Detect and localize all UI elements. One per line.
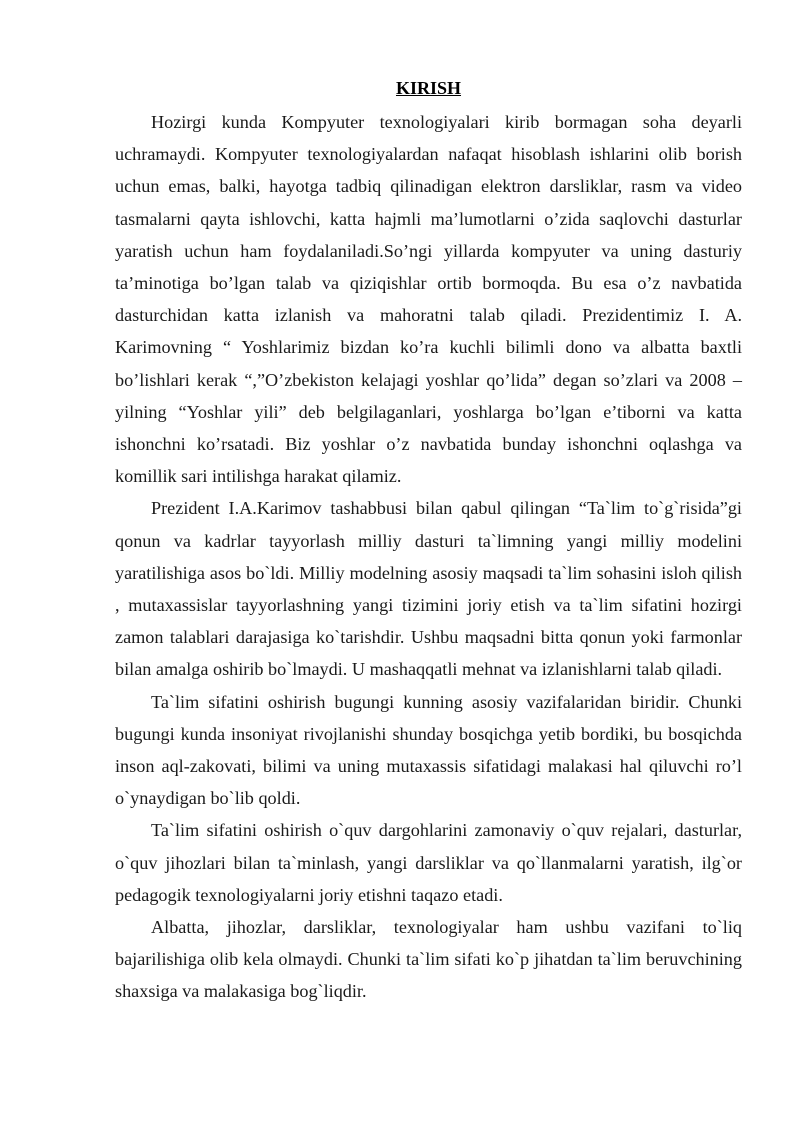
paragraph-4: Ta`lim sifatini oshirish o`quv dargohlarini zamonaviy o`quv rejalari, dasturlar, o`quv jihozlari bilan ta`minlash, yangi darsliklar va qo`llanmalarni yaratish, ilg`or pedagogik texnologiyalarni joriy etishni taqazo etadi. [115, 820, 742, 905]
paragraph-3: Ta`lim sifatini oshirish bugungi kunning asosiy vazifalaridan biridir. Chunki bugungi kunda insoniyat rivojlanishi shunday bosqichga yetib bordiki, bu bosqichda inson aql-zakovati, bilimi va uning mutaxassis sifatidagi malakasi hal qiluvchi ro’l o`ynaydigan bo`lib qoldi. [115, 691, 742, 809]
paragraph-5: Albatta, jihozlar, darsliklar, texnologiyalar ham ushbu vazifani to`liq bajarilishiga olib kela olmaydi. Chunki ta`lim sifati ko`p jihatdan ta`lim beruvchining shaxsiga va malakasiga bog`liqdir. [115, 917, 742, 1002]
page-title: KIRISH [395, 78, 462, 98]
paragraph-2: Prezident I.A.Karimov tashabbusi bilan qabul qilingan “Ta`lim to`g`risida”gi qonun va kadrlar tayyorlash milliy dasturi ta`limning yangi milliy modelini yaratilishiga asos bo`ldi. Milliy modelning asosiy maqsadi ta`lim sohasini isloh qilish , mutaxassislar tayyorlashning yangi tizimini joriy etish va ta`lim sifatini hozirgi zamon talablari darajasiga ko`tarishdir. Ushbu maqsadni bitta qonun yoki farmonlar bilan amalga oshirib bo`lmaydi. U mashaqqatli mehnat va izlanishlarni talab qiladi. [115, 498, 742, 680]
paragraph-1: Hozirgi kunda Kompyuter texnologiyalari kirib bormagan soha deyarli uchramaydi. Kompyuter texnologiyalardan nafaqat hisoblash ishlarini olib borish uchun emas, balki, hayotga tadbiq qilinadigan elektron darsliklar, rasm va video tasmalarni qayta ishlovchi, katta hajmli ma’lumotlarni o’zida saqlovchi dasturlar yaratish uchun ham foydalaniladi.So’ngi yillarda kompyuter va uning dasturiy ta’minotiga bo’lgan talab va qiziqishlar ortib bormoqda. Bu esa o’z navbatida dasturchidan katta izlanish va mahoratni talab qiladi. Prezidentimiz I. A. Karimovning “ Yoshlarimiz bizdan ko’ra kuchli bilimli dono va albatta baxtli bo’lishlari kerak “,”O’zbekiston kelajagi yoshlar qo’lida” degan so’zlari va 2008 – yilning “Yoshlar yili” deb belgilaganlari, yoshlarga bo’lgan e’tiborni va katta ishonchni ko’rsatadi. Biz yoshlar o’z navbatida bunday ishonchni oqlashga va komillik sari intilishga harakat qilamiz. [115, 112, 742, 487]
